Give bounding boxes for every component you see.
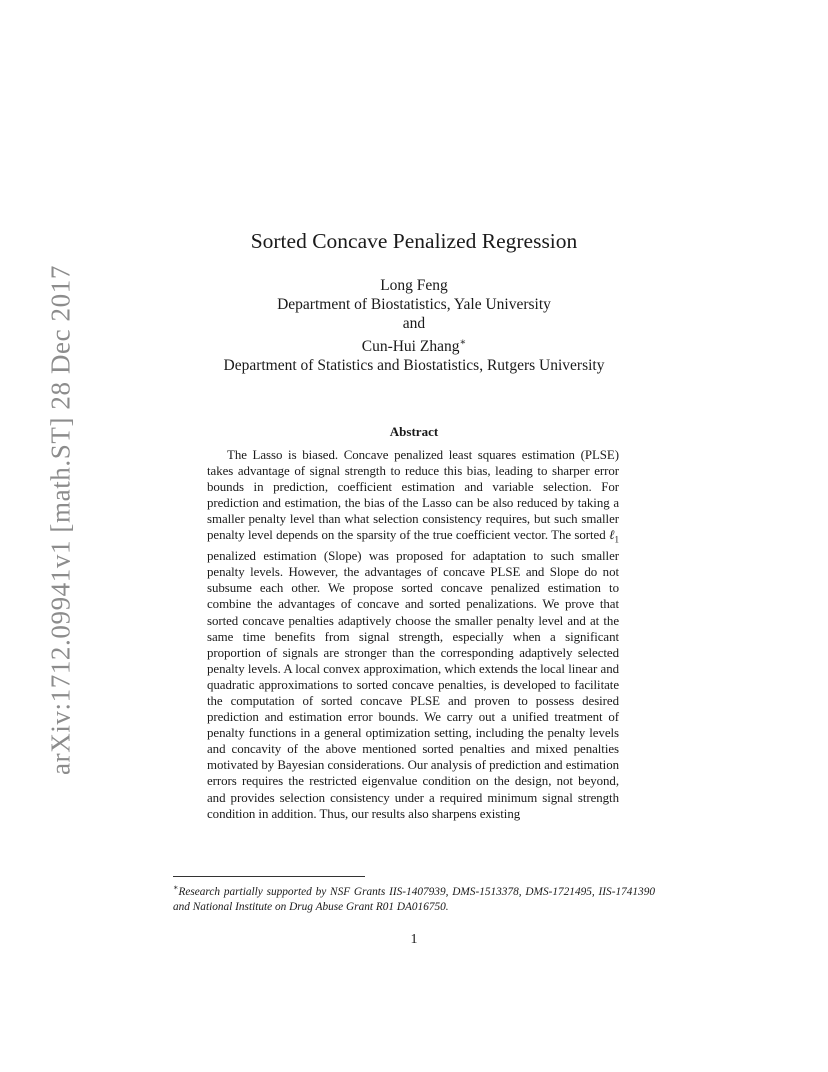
author-name: Cun-Hui Zhang (361, 338, 460, 356)
author-name: Long Feng (380, 277, 448, 294)
abstract-body (207, 447, 619, 822)
paper-title: Sorted Concave Penalized Regression (250, 229, 578, 253)
abstract-heading: Abstract (389, 424, 439, 439)
ell-one-symbol (609, 528, 619, 546)
author-affiliation: Department of Statistics and Biostatistics, Rutgers University (223, 357, 605, 375)
abstract-text-part-2: penalized estimation (Slope) was proposed for adaptation to such smaller penalty levels. However, the advantages of concave PLSE and Slope do not subsume each other. We propose sorted concave penalized estimation to combine the advantages of concave and sorted penalizations. We prove that sorted concave penalties adaptively choose the smaller penalty level and at the same time benefits from signal strength, especially when a significant proportion of signals are stronger than the corresponding adaptively selected penalty levels. A local convex approximation, which extends the local linear and quadratic approximations to sorted concave penalties, is developed to facilitate the computation of sorted concave PLSE and proven to possess desired prediction and estimation error bounds. We carry out a unified treatment of penalty functions in a general optimization setting, including the penalty levels and concavity of the above mentioned sorted penalties and mixed penalties motivated by Bayesian considerations. Our analysis of prediction and estimation errors requires the restricted eigenvalue condition on the design, not beyond, and provides selection consistency under a required minimum signal strength condition in addition. Thus, our results also sharpens existing (207, 549, 619, 821)
footnote (173, 880, 655, 915)
abstract-text-part-1: The Lasso is biased. Concave penalized least squares estimation (PLSE) takes advantage of signal strength to reduce this bias, leading to sharper error bounds in prediction, coefficient estimation and variable selection. For prediction and estimation, the bias of the Lasso can be also reduced by taking a smaller penalty level than what selection consistency requires, but such smaller penalty level depends on the sparsity of the true coefficient vector. The sorted (207, 448, 619, 543)
author-name-with-footnote (0, 333, 828, 356)
arxiv-identifier-text: arXiv:1712.09941v1 [math.ST] 28 Dec 2017 (45, 265, 76, 775)
author-footnote-mark: ∗ (459, 337, 467, 348)
author-separator: and (402, 315, 426, 332)
ell-subscript: 1 (614, 535, 619, 546)
ell-symbol: ℓ (609, 528, 615, 543)
author-affiliation: Department of Biostatistics, Yale University (277, 296, 551, 313)
footnote-divider (173, 876, 365, 877)
page-number: 1 (410, 932, 418, 947)
footnote-text: Research partially supported by NSF Grants IIS-1407939, DMS-1513378, DMS-1721495, IIS-1741390 and National Institute on Drug Abuse Grant R01 DA016750. (173, 885, 655, 913)
footnote-mark: ∗ (173, 883, 179, 892)
author-block (0, 276, 828, 375)
